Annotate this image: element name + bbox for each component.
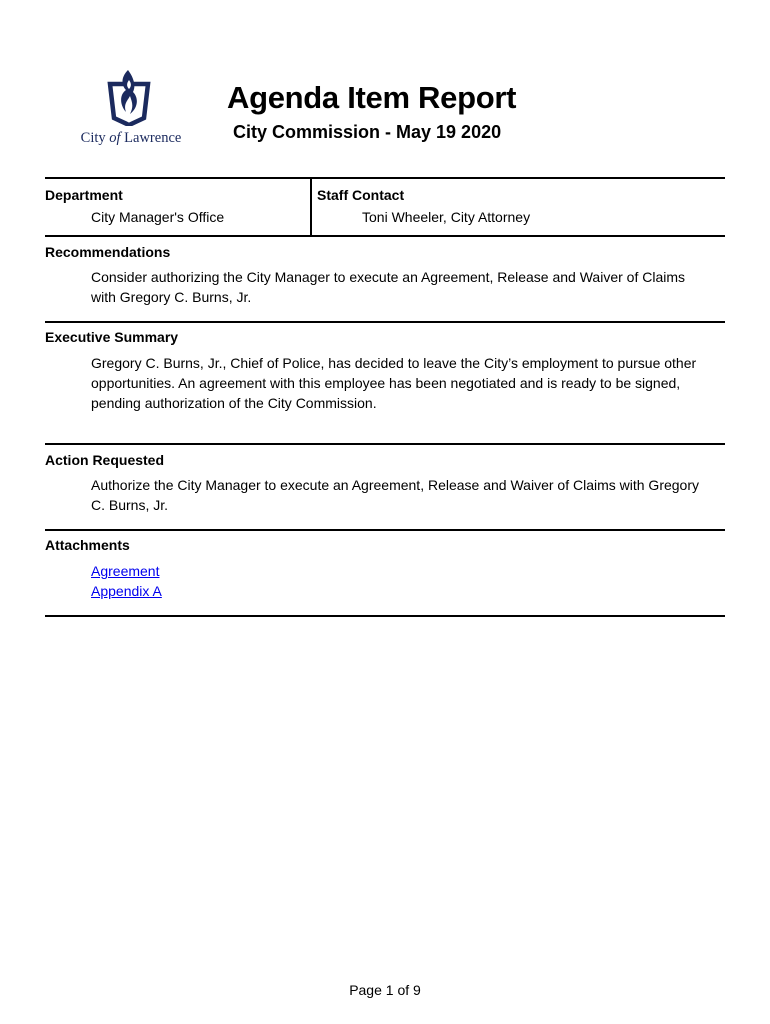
attachment-link-appendix-a[interactable]: Appendix A — [91, 583, 162, 599]
executive-summary-text: Gregory C. Burns, Jr., Chief of Police, has decided to leave the City’s employment to pursue other opportunities. An agreement with this employee has been negotiated and is ready to be signed, pending authorization of the City Commission. — [91, 355, 697, 411]
recommendations-text: Consider authorizing the City Manager to execute an Agreement, Release and Waiver of Claims with Gregory C. Burns, Jr. — [91, 269, 686, 305]
page-number: Page 1 of 9 — [349, 982, 421, 998]
department-value: City Manager's Office — [91, 209, 225, 225]
action-requested-text: Authorize the City Manager to execute an Agreement, Release and Waiver of Claims with Gregory C. Burns, Jr. — [91, 477, 699, 513]
attachments-list — [91, 561, 162, 601]
city-seal-icon — [106, 68, 152, 126]
divider — [45, 529, 725, 531]
executive-summary-label: Executive Summary — [45, 329, 179, 345]
logo-wordmark: City of Lawrence — [80, 130, 182, 146]
department-label: Department — [45, 187, 123, 203]
page-title: Agenda Item Report — [227, 80, 517, 115]
city-logo — [76, 68, 186, 152]
page-subtitle: City Commission - May 19 2020 — [233, 122, 502, 142]
column-divider — [310, 179, 312, 237]
staff-contact-label: Staff Contact — [317, 187, 405, 203]
staff-contact-value: Toni Wheeler, City Attorney — [362, 209, 531, 225]
divider — [45, 235, 725, 237]
recommendations-label: Recommendations — [45, 244, 171, 260]
divider — [45, 177, 725, 179]
action-requested-label: Action Requested — [45, 452, 165, 468]
divider — [45, 615, 725, 617]
attachment-link-agreement[interactable]: Agreement — [91, 563, 160, 579]
attachments-label: Attachments — [45, 537, 130, 553]
divider — [45, 443, 725, 445]
divider — [45, 321, 725, 323]
